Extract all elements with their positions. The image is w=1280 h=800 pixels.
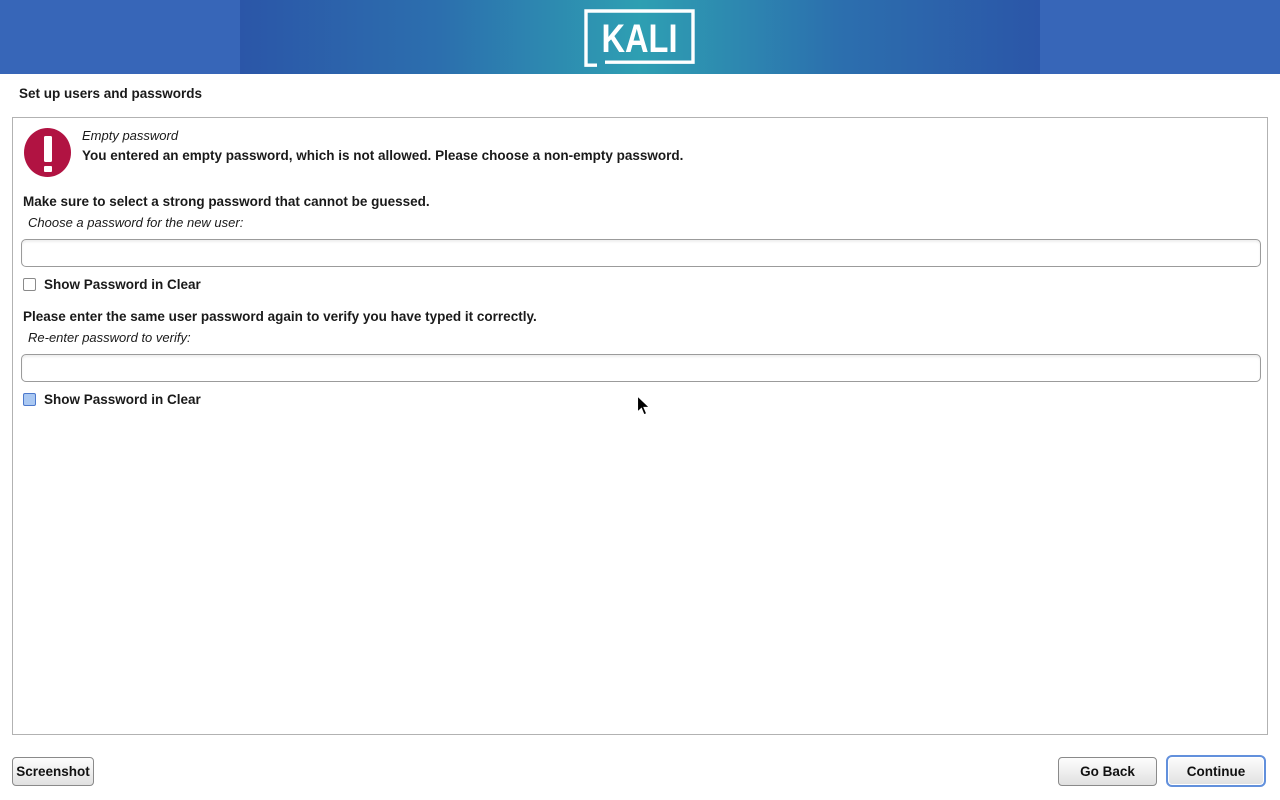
show-password-checkbox-1[interactable] — [23, 278, 36, 291]
exclamation-bar — [44, 136, 52, 162]
screenshot-button[interactable]: Screenshot — [12, 757, 94, 786]
verify-field-label: Re-enter password to verify: — [28, 330, 191, 345]
show-password-label-1: Show Password in Clear — [44, 277, 201, 292]
continue-button[interactable]: Continue — [1166, 755, 1266, 787]
page-title: Set up users and passwords — [19, 86, 203, 101]
show-password-row-1[interactable] — [23, 277, 201, 292]
strong-password-note: Make sure to select a strong password that cannot be guessed. — [23, 194, 430, 209]
installer-banner — [0, 0, 1280, 74]
verify-password-note: Please enter the same user password again to verify you have typed it correctly. — [23, 309, 537, 324]
show-password-label-2: Show Password in Clear — [44, 392, 201, 407]
show-password-row-2[interactable] — [23, 392, 201, 407]
go-back-button[interactable]: Go Back — [1058, 757, 1157, 786]
kali-logo-icon — [584, 9, 695, 67]
content-panel — [12, 117, 1268, 735]
error-message: You entered an empty password, which is not allowed. Please choose a non-empty password. — [82, 148, 684, 163]
error-title: Empty password — [82, 128, 179, 143]
password-field-label: Choose a password for the new user: — [28, 215, 244, 230]
password-input[interactable] — [21, 239, 1261, 267]
exclamation-dot — [44, 166, 52, 172]
verify-password-input[interactable] — [21, 354, 1261, 382]
error-icon — [24, 128, 71, 177]
show-password-checkbox-2[interactable] — [23, 393, 36, 406]
kali-logo-text: KALI — [601, 17, 678, 61]
